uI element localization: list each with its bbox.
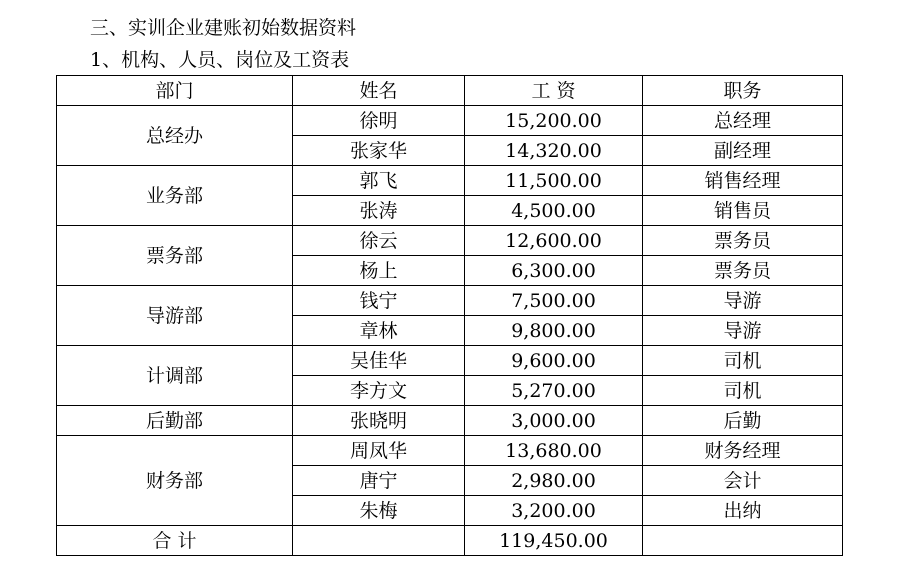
name-cell: 周凤华 [293, 436, 465, 466]
salary-cell: 3,200.00 [465, 496, 643, 526]
department-cell: 计调部 [57, 346, 293, 406]
department-cell: 业务部 [57, 166, 293, 226]
total-position-cell [643, 526, 843, 556]
table-row [57, 346, 843, 376]
position-cell: 副经理 [643, 136, 843, 166]
position-cell: 会计 [643, 466, 843, 496]
header-row [57, 76, 843, 106]
department-cell: 导游部 [57, 286, 293, 346]
name-cell: 杨上 [293, 256, 465, 286]
name-cell: 徐云 [293, 226, 465, 256]
name-cell: 唐宁 [293, 466, 465, 496]
salary-cell: 3,000.00 [465, 406, 643, 436]
total-label: 合 计 [57, 526, 293, 556]
position-cell: 司机 [643, 346, 843, 376]
name-cell: 张涛 [293, 196, 465, 226]
name-cell: 张家华 [293, 136, 465, 166]
salary-cell: 13,680.00 [465, 436, 643, 466]
name-cell: 李方文 [293, 376, 465, 406]
table-row [57, 106, 843, 136]
position-cell: 财务经理 [643, 436, 843, 466]
header-department: 部门 [57, 76, 293, 106]
name-cell: 章林 [293, 316, 465, 346]
position-cell: 司机 [643, 376, 843, 406]
salary-cell: 11,500.00 [465, 166, 643, 196]
salary-cell: 9,600.00 [465, 346, 643, 376]
position-cell: 销售经理 [643, 166, 843, 196]
salary-cell: 6,300.00 [465, 256, 643, 286]
name-cell: 徐明 [293, 106, 465, 136]
department-cell: 总经办 [57, 106, 293, 166]
salary-cell: 7,500.00 [465, 286, 643, 316]
position-cell: 票务员 [643, 226, 843, 256]
position-cell: 后勤 [643, 406, 843, 436]
header-salary: 工 资 [465, 76, 643, 106]
table-row [57, 406, 843, 436]
salary-cell: 14,320.00 [465, 136, 643, 166]
table-row [57, 166, 843, 196]
department-cell: 后勤部 [57, 406, 293, 436]
name-cell: 朱梅 [293, 496, 465, 526]
total-row [57, 526, 843, 556]
position-cell: 总经理 [643, 106, 843, 136]
section-title: 三、实训企业建账初始数据资料 [90, 17, 357, 39]
position-cell: 票务员 [643, 256, 843, 286]
salary-cell: 15,200.00 [465, 106, 643, 136]
salary-cell: 9,800.00 [465, 316, 643, 346]
position-cell: 导游 [643, 286, 843, 316]
table-row [57, 226, 843, 256]
salary-cell: 4,500.00 [465, 196, 643, 226]
total-name-cell [293, 526, 465, 556]
header-position: 职务 [643, 76, 843, 106]
total-salary: 119,450.00 [465, 526, 643, 556]
department-cell: 财务部 [57, 436, 293, 526]
table-title: 1、机构、人员、岗位及工资表 [90, 49, 350, 71]
department-cell: 票务部 [57, 226, 293, 286]
name-cell: 张晓明 [293, 406, 465, 436]
staff-salary-table [56, 75, 843, 556]
salary-cell: 12,600.00 [465, 226, 643, 256]
name-cell: 钱宁 [293, 286, 465, 316]
table-row [57, 436, 843, 466]
name-cell: 郭飞 [293, 166, 465, 196]
header-name: 姓名 [293, 76, 465, 106]
table-row [57, 286, 843, 316]
position-cell: 出纳 [643, 496, 843, 526]
position-cell: 销售员 [643, 196, 843, 226]
salary-cell: 2,980.00 [465, 466, 643, 496]
salary-cell: 5,270.00 [465, 376, 643, 406]
position-cell: 导游 [643, 316, 843, 346]
name-cell: 吴佳华 [293, 346, 465, 376]
